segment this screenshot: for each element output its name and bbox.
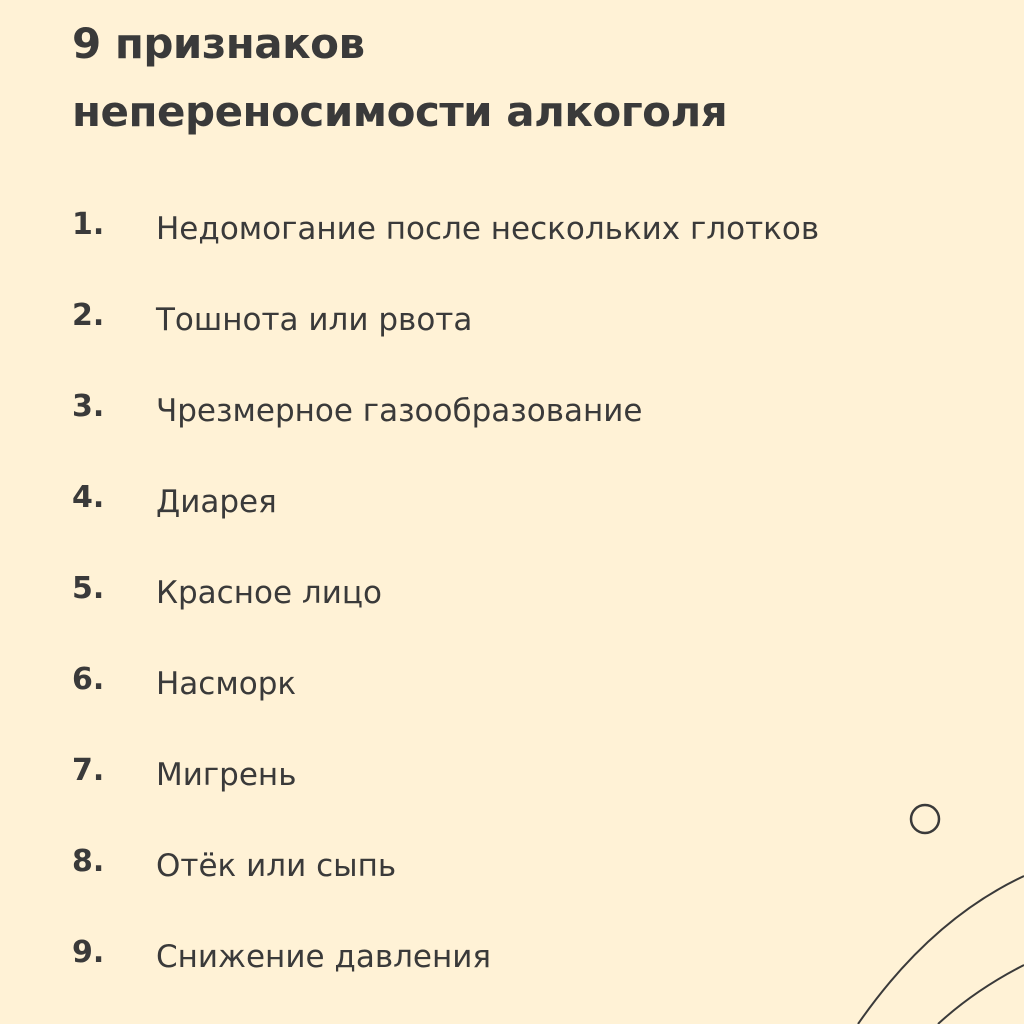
item-text: Отёк или сыпь — [156, 848, 397, 884]
title-line-2: непереносимости алкоголя — [72, 87, 728, 136]
item-number: 7. — [72, 753, 105, 788]
item-text: Красное лицо — [156, 575, 382, 611]
item-number: 9. — [72, 935, 105, 970]
inner-arc-line — [938, 965, 1024, 1024]
item-text: Насморк — [156, 666, 297, 702]
item-number: 1. — [72, 207, 105, 242]
small-circle-icon — [911, 805, 939, 833]
item-text: Диарея — [156, 484, 277, 520]
item-number: 3. — [72, 389, 105, 424]
item-number: 4. — [72, 480, 105, 515]
item-text: Чрезмерное газообразование — [156, 393, 643, 429]
title-line-1: 9 признаков — [72, 19, 365, 68]
item-text: Снижение давления — [156, 939, 492, 975]
item-number: 5. — [72, 571, 105, 606]
outer-arc-line — [858, 876, 1024, 1024]
item-number: 2. — [72, 298, 105, 333]
item-text: Мигрень — [156, 757, 297, 793]
item-number: 6. — [72, 662, 105, 697]
item-text: Тошнота или рвота — [156, 302, 473, 338]
item-text: Недомогание после нескольких глотков — [156, 211, 820, 247]
item-number: 8. — [72, 844, 105, 879]
